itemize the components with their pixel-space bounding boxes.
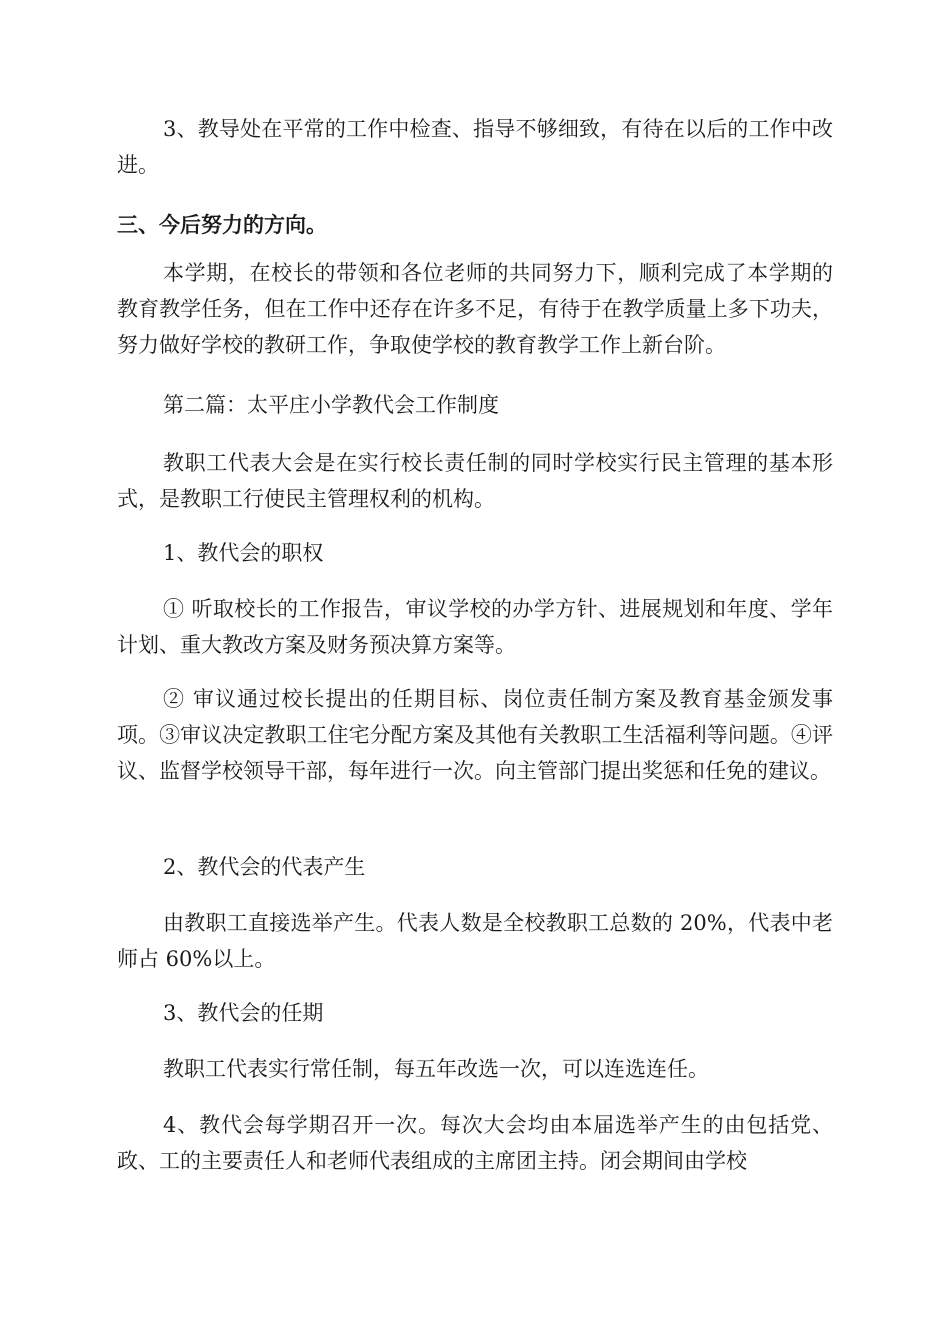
paragraph-powers-2-4: ② 审议通过校长提出的任期目标、岗位责任制方案及教育基金颁发事项。③审议决定教职工住宅分配方案及其他有关教职工生活福利等问题。④评议、监督学校领导干部，每年进行一次。向主管部门提出奖惩和任免的建议。 (117, 687, 833, 783)
paragraph-term: 教职工代表实行常任制，每五年改选一次，可以连选连任。 (163, 1057, 709, 1081)
item-heading-powers: 1、教代会的职权 (163, 541, 324, 565)
paragraph-meeting-frequency: 4、教代会每学期召开一次。每次大会均由本届选举产生的由包括党、政、工的主要责任人和老师代表组成的主席团主持。闭会期间由学校 (117, 1113, 833, 1173)
item-heading-term: 3、教代会的任期 (163, 1001, 324, 1025)
paragraph-powers-1: ① 听取校长的工作报告，审议学校的办学方针、进展规划和年度、学年计划、重大教改方案及财务预决算方案等。 (117, 597, 833, 657)
paragraph-representatives: 由教职工直接选举产生。代表人数是全校教职工总数的 20%，代表中老师占 60%以上。 (117, 911, 833, 971)
paragraph-congress-definition: 教职工代表大会是在实行校长责任制的同时学校实行民主管理的基本形式，是教职工行使民主管理权利的机构。 (117, 451, 833, 511)
section-heading-future-direction: 三、今后努力的方向。 (117, 213, 327, 237)
paragraph-supervision-improvement: 3、教导处在平常的工作中检查、指导不够细致，有待在以后的工作中改进。 (117, 117, 833, 177)
paragraph-semester-summary: 本学期，在校长的带领和各位老师的共同努力下，顺利完成了本学期的教育教学任务，但在工作中还存在许多不足，有待于在教学质量上多下功夫，努力做好学校的教研工作，争取使学校的教育教学工作上新台阶。 (117, 261, 833, 357)
chapter-title-second: 第二篇：太平庄小学教代会工作制度 (163, 393, 499, 417)
item-heading-representatives: 2、教代会的代表产生 (163, 855, 366, 879)
